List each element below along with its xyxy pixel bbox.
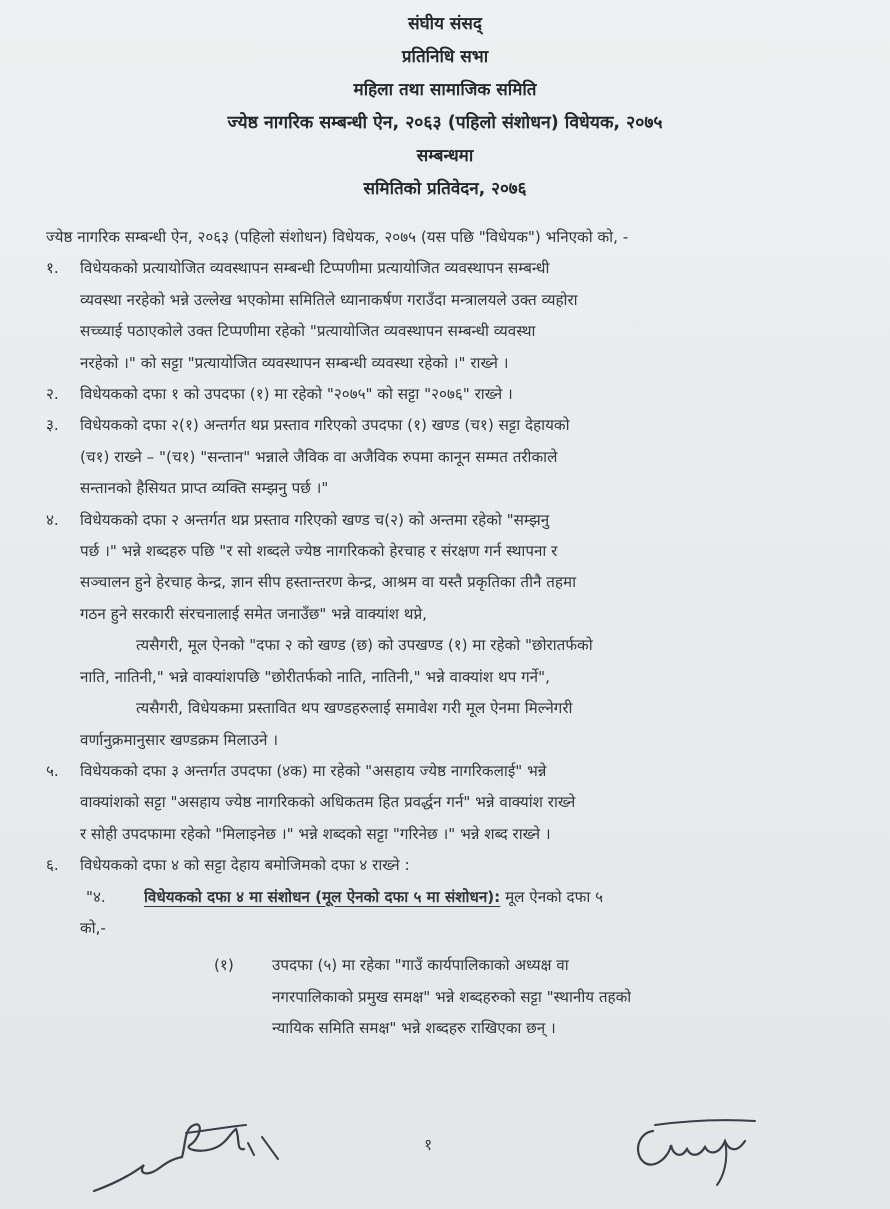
quoted-section-line — [144, 882, 603, 913]
item-text — [80, 410, 866, 504]
item-text — [80, 850, 866, 881]
item-4-paragraph-2-cont — [46, 662, 866, 693]
page-number: १ — [424, 1135, 433, 1154]
document-header — [0, 8, 890, 206]
text-line: न्यायिक समिति समक्ष" भन्ने शब्दहरु राखिएका छन् । — [272, 1019, 556, 1038]
header-regarding: सम्बन्धमा — [416, 146, 474, 166]
text-line: र सोही उपदफामा रहेको "मिलाइनेछ ।" भन्ने शब्दको सट्टा "गरिनेछ ।" भन्ने शब्द राख्ने । — [80, 824, 551, 843]
amendment-item-3 — [46, 410, 866, 504]
item-4-paragraph-3-cont — [46, 725, 866, 756]
item-text — [80, 505, 866, 631]
header-committee-name: महिला तथा सामाजिक समिति — [353, 80, 537, 100]
text-line: विधेयकको दफा २ अन्तर्गत थप्न प्रस्ताव गरिएको खण्ड च(२) को अन्तमा रहेको "सम्झनु — [80, 510, 550, 529]
item-number: ४. — [46, 510, 59, 529]
amendment-item-5 — [46, 756, 866, 850]
header-house-of-representatives: प्रतिनिधि सभा — [401, 47, 489, 67]
text-line: वाक्यांशको सट्टा "असहाय ज्येष्ठ नागरिकको अधिकतम हित प्रवर्द्धन गर्न" भन्ने वाक्यांश राख्ने — [80, 793, 576, 812]
text-line: उपदफा (५) मा रहेका "गाउँ कार्यपालिकाको अध्यक्ष वा — [272, 956, 569, 975]
text-line: गठन हुने सरकारी संरचनालाई समेत जनाउँछ" भन्ने वाक्यांश थप्ने, — [80, 604, 427, 623]
signature-right — [625, 1111, 775, 1191]
document-footer — [0, 1099, 890, 1209]
header-bill-title: ज्येष्ठ नागरिक सम्बन्धी ऐन, २०६३ (पहिलो संशोधन) विधेयक, २०७५ — [227, 113, 663, 133]
sub-clause-number: (१) — [214, 956, 234, 975]
quoted-section-number: "४. — [86, 887, 106, 906]
sub-clause-1 — [214, 950, 866, 1044]
quoted-section-cont: को,- — [80, 918, 106, 937]
amendment-item-1 — [46, 253, 866, 379]
text-line: विधेयकको प्रत्यायोजित व्यवस्थापन सम्बन्धी टिप्पणीमा प्रत्यायोजित व्यवस्थापन सम्बन्धी — [80, 259, 550, 278]
text-line: विधेयकको दफा २(१) अन्तर्गत थप्न प्रस्ताव गरिएको उपदफा (१) खण्ड (च१) सट्टा देहायको — [80, 416, 570, 435]
item-4-paragraph-3 — [46, 693, 866, 724]
text-line: सच्च्याई पठाएकोले उक्त टिप्पणीमा रहेको "प्रत्यायोजित व्यवस्थापन सम्बन्धी व्यवस्था — [80, 322, 536, 341]
text-line: वर्णानुक्रमानुसार खण्डक्रम मिलाउने । — [80, 730, 279, 749]
text-line: पर्छ ।" भन्ने शब्दहरु पछि "र सो शब्दले ज्येष्ठ नागरिकको हेरचाह र संरक्षण गर्न स्थापना र — [80, 542, 558, 561]
amendment-item-6 — [46, 850, 866, 881]
item-number: ६. — [46, 856, 59, 875]
item-number: १. — [46, 259, 59, 278]
text-line: विधेयकको दफा ३ अन्तर्गत उपदफा (४क) मा रहेको "असहाय ज्येष्ठ नागरिकलाई" भन्ने — [80, 761, 547, 780]
amendment-item-2 — [46, 379, 866, 410]
text-line: नगरपालिकाको प्रमुख समक्ष" भन्ने शब्दहरुको सट्टा "स्थानीय तहको — [272, 987, 632, 1006]
quoted-section-rest: मूल ऐनको दफा ५ — [500, 887, 603, 906]
item-text — [80, 253, 866, 379]
item-number: ३. — [46, 416, 59, 435]
item-number: २. — [46, 385, 59, 404]
text-line: (च१) राख्ने – "(च१) "सन्तान" भन्नाले जैविक वा अजैविक रुपमा कानून सम्मत तरीकाले — [80, 447, 558, 466]
item-text — [80, 756, 866, 850]
item-text — [80, 379, 866, 410]
document-body — [46, 222, 866, 1045]
intro-paragraph: ज्येष्ठ नागरिक सम्बन्धी ऐन, २०६३ (पहिलो संशोधन) विधेयक, २०७५ (यस पछि "विधेयक") भनिएको को, - — [46, 228, 629, 246]
text-line: सन्तानको हैसियत प्राप्त व्यक्ति सम्झनु पर्छ ।" — [80, 479, 329, 498]
text-line: व्यवस्था नरहेको भन्ने उल्लेख भएकोमा समितिले ध्यानाकर्षण गराउँदा मन्त्रालयले उक्त व्यहोरा — [80, 290, 578, 309]
text-line: विधेयकको दफा ४ को सट्टा देहाय बमोजिमको दफा ४ राख्ने : — [80, 856, 410, 875]
text-line: नरहेको ।" को सट्टा "प्रत्यायोजित व्यवस्थापन सम्बन्धी व्यवस्था रहेको ।" राख्ने । — [80, 353, 509, 372]
item-number: ५. — [46, 761, 59, 780]
amendment-item-4 — [46, 505, 866, 631]
quoted-section-4 — [46, 882, 866, 913]
quoted-section-heading: विधेयकको दफा ४ मा संशोधन (मूल ऐनको दफा ५ मा संशोधन): — [144, 887, 501, 906]
text-line: त्यसैगरी, विधेयकमा प्रस्तावित थप खण्डहरुलाई समावेश गरी मूल ऐनमा मिल्नेगरी — [136, 699, 573, 718]
text-line: नाति, नातिनी," भन्ने वाक्यांशपछि "छोरीतर्फको नाति, नातिनी," भन्ने वाक्यांश थप गर्ने", — [80, 667, 550, 686]
sub-clause-text — [272, 950, 631, 1044]
text-line: त्यसैगरी, मूल ऐनको "दफा २ को खण्ड (छ) को उपखण्ड (१) मा रहेको "छोरातर्फको — [136, 636, 593, 655]
header-report-title: समितिको प्रतिवेदन, २०७६ — [363, 179, 527, 199]
header-federal-parliament: संघीय संसद् — [408, 14, 482, 34]
text-line: सञ्चालन हुने हेरचाह केन्द्र, ज्ञान सीप हस्तान्तरण केन्द्र, आश्रम वा यस्तै प्रकृतिका तीनै तहमा — [80, 573, 577, 592]
item-4-paragraph-2 — [46, 630, 866, 661]
signature-left — [86, 1103, 306, 1198]
text-line: विधेयकको दफा १ को उपदफा (१) मा रहेको "२०७५" को सट्टा "२०७६" राख्ने । — [80, 385, 513, 404]
